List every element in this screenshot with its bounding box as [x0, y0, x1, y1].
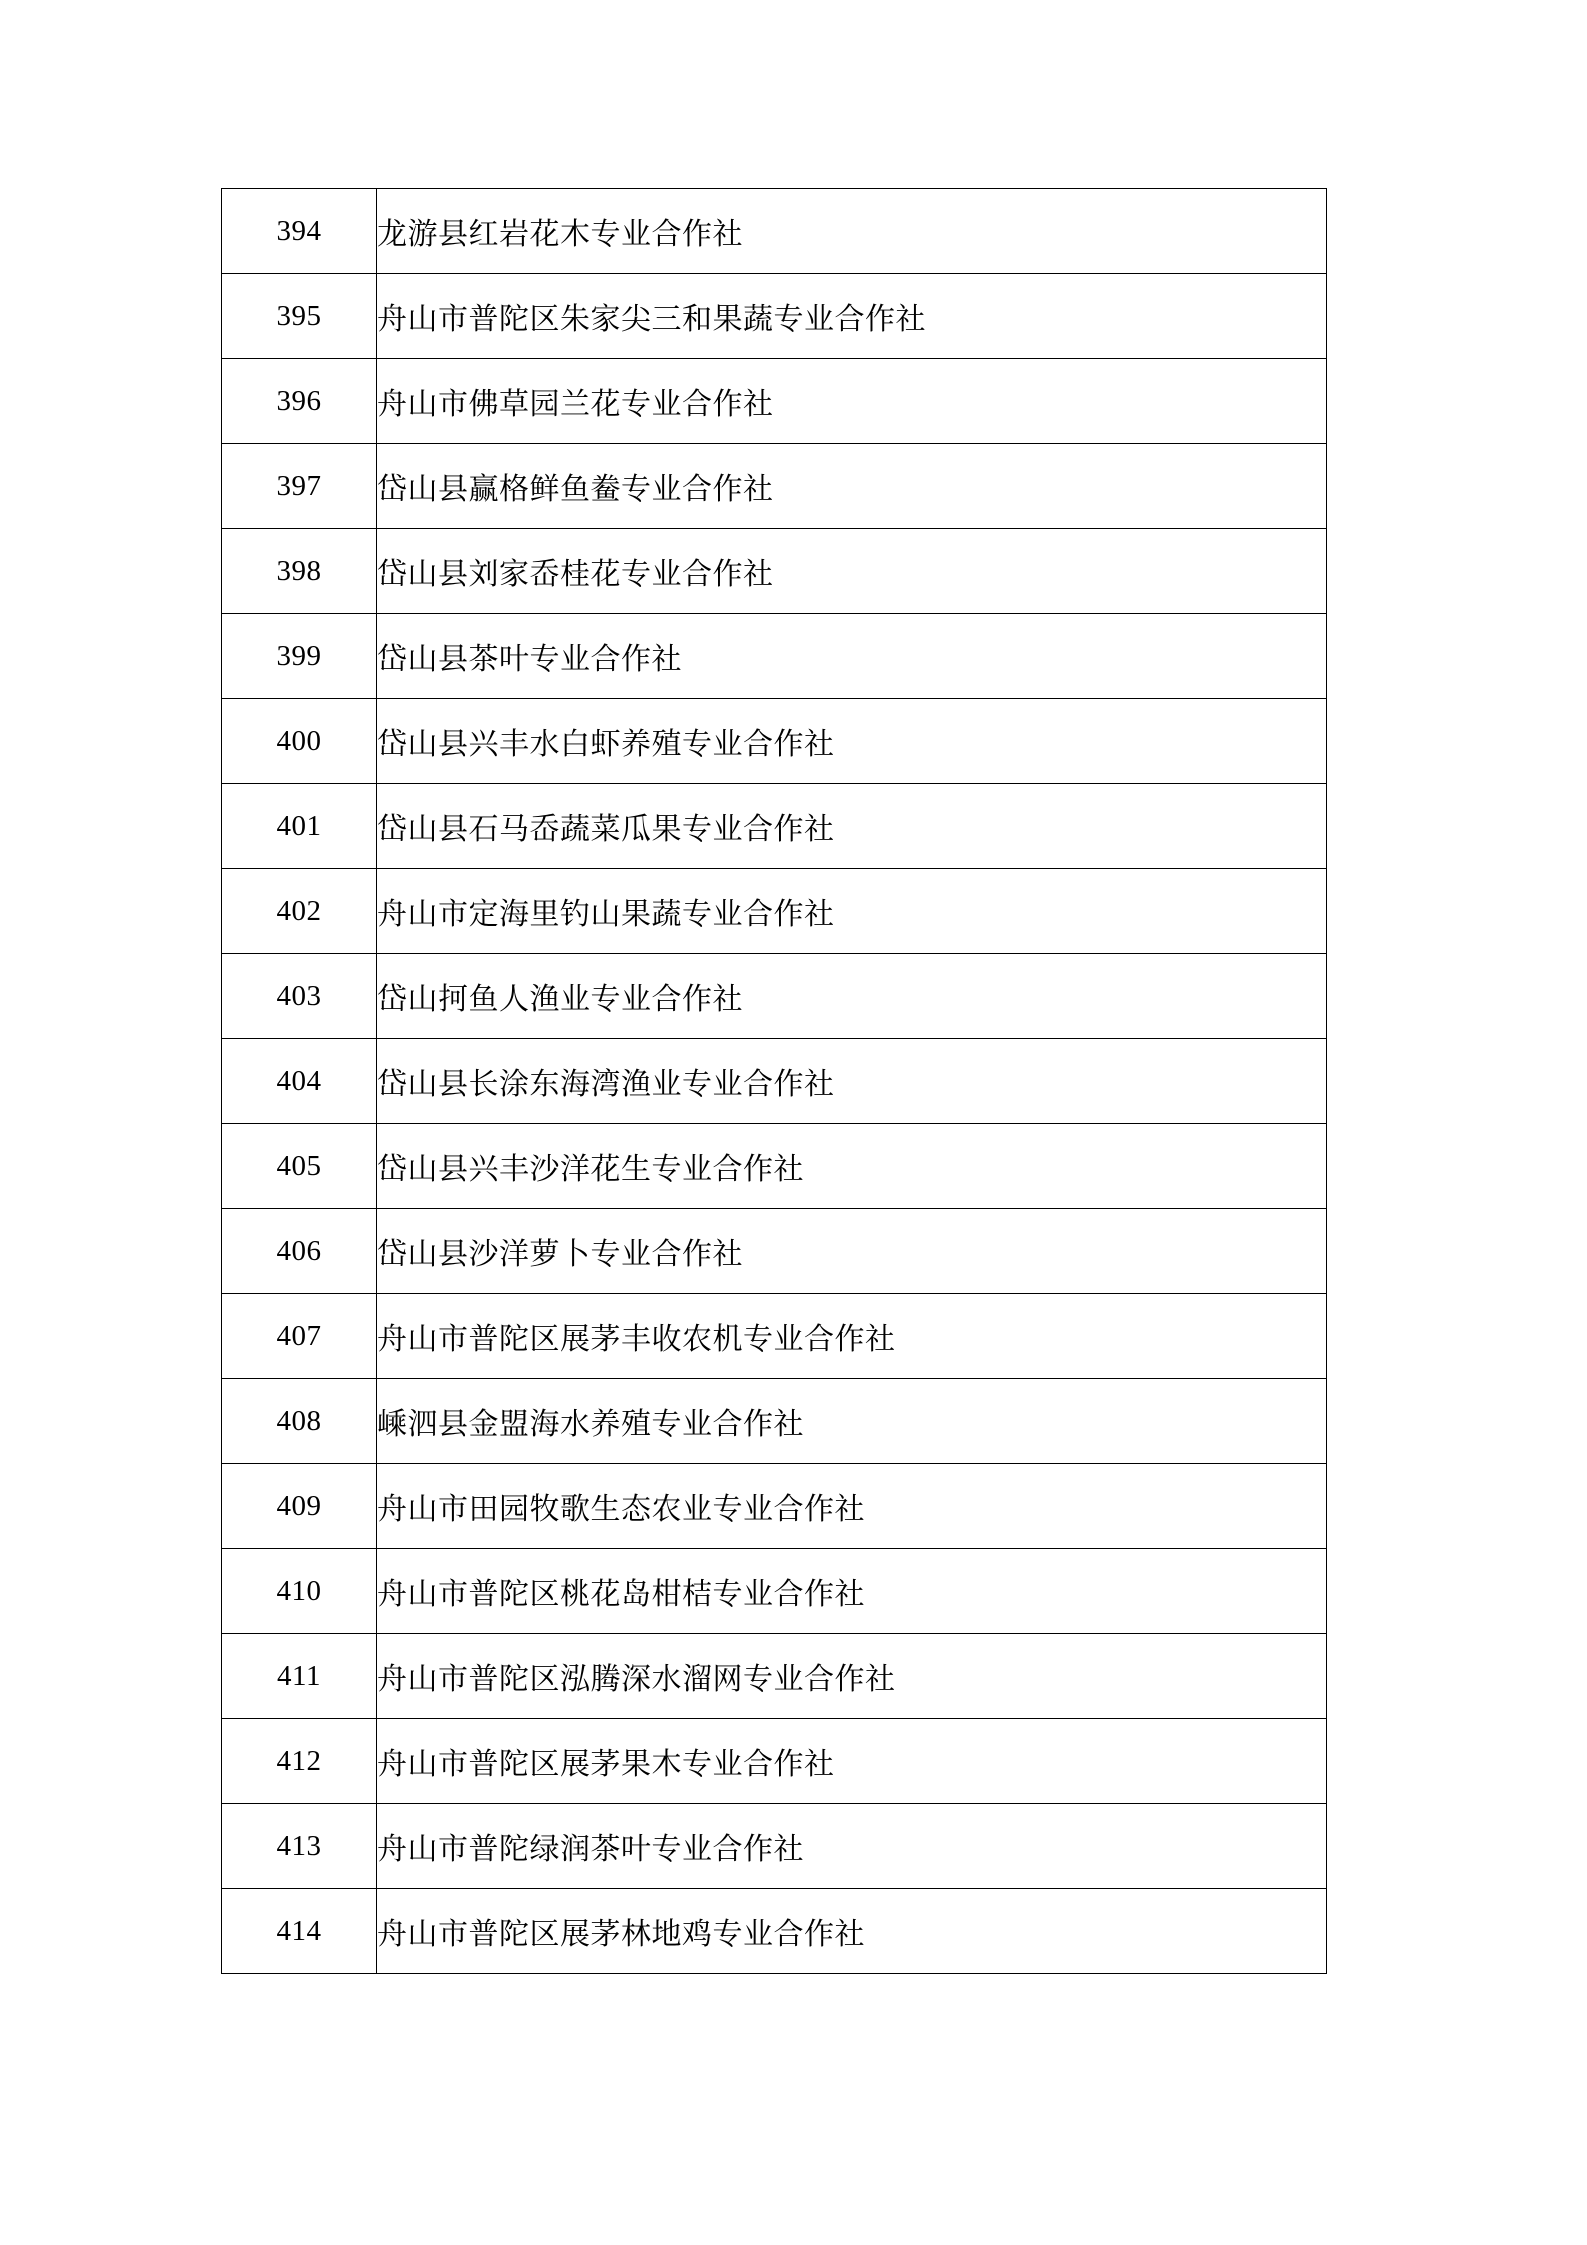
- row-index-cell: 408: [222, 1379, 377, 1464]
- table-row: [222, 614, 1327, 699]
- cooperative-name-cell: 岱山县长涂东海湾渔业专业合作社: [377, 1039, 1327, 1124]
- row-index-cell: 397: [222, 444, 377, 529]
- table-row: [222, 1294, 1327, 1379]
- table-row: [222, 1719, 1327, 1804]
- cooperative-name-cell: 岱山县兴丰水白虾养殖专业合作社: [377, 699, 1327, 784]
- table-row: [222, 274, 1327, 359]
- row-index-cell: 404: [222, 1039, 377, 1124]
- row-index-cell: 400: [222, 699, 377, 784]
- cooperative-name-cell: 舟山市普陀区朱家尖三和果蔬专业合作社: [377, 274, 1327, 359]
- row-index-cell: 402: [222, 869, 377, 954]
- row-index-cell: 413: [222, 1804, 377, 1889]
- cooperative-name-cell: 嵊泗县金盟海水养殖专业合作社: [377, 1379, 1327, 1464]
- table-row: [222, 444, 1327, 529]
- cooperative-name-cell: 岱山抲鱼人渔业专业合作社: [377, 954, 1327, 1039]
- cooperative-name-cell: 舟山市普陀绿润茶叶专业合作社: [377, 1804, 1327, 1889]
- table-row: [222, 1634, 1327, 1719]
- table-row: [222, 784, 1327, 869]
- cooperative-name-cell: 岱山县沙洋萝卜专业合作社: [377, 1209, 1327, 1294]
- row-index-cell: 395: [222, 274, 377, 359]
- row-index-cell: 412: [222, 1719, 377, 1804]
- table-row: [222, 1379, 1327, 1464]
- table-row: [222, 189, 1327, 274]
- row-index-cell: 406: [222, 1209, 377, 1294]
- cooperative-name-cell: 舟山市佛草园兰花专业合作社: [377, 359, 1327, 444]
- cooperative-name-cell: 舟山市普陀区展茅林地鸡专业合作社: [377, 1889, 1327, 1974]
- table-row: [222, 1549, 1327, 1634]
- cooperative-name-cell: 龙游县红岩花木专业合作社: [377, 189, 1327, 274]
- row-index-cell: 398: [222, 529, 377, 614]
- table-body: [222, 189, 1327, 1974]
- table-row: [222, 699, 1327, 784]
- cooperative-name-cell: 岱山县茶叶专业合作社: [377, 614, 1327, 699]
- row-index-cell: 394: [222, 189, 377, 274]
- row-index-cell: 414: [222, 1889, 377, 1974]
- row-index-cell: 409: [222, 1464, 377, 1549]
- table-row: [222, 1889, 1327, 1974]
- cooperative-name-cell: 岱山县刘家岙桂花专业合作社: [377, 529, 1327, 614]
- cooperative-name-cell: 舟山市普陀区泓腾深水溜网专业合作社: [377, 1634, 1327, 1719]
- cooperative-name-cell: 岱山县赢格鲜鱼鲞专业合作社: [377, 444, 1327, 529]
- table-row: [222, 359, 1327, 444]
- table-row: [222, 1804, 1327, 1889]
- table-row: [222, 954, 1327, 1039]
- row-index-cell: 403: [222, 954, 377, 1039]
- cooperative-list-table: [221, 188, 1327, 1974]
- cooperative-name-cell: 舟山市田园牧歌生态农业专业合作社: [377, 1464, 1327, 1549]
- cooperative-list-table-wrap: [221, 188, 1326, 1974]
- table-row: [222, 1039, 1327, 1124]
- cooperative-name-cell: 舟山市普陀区展茅丰收农机专业合作社: [377, 1294, 1327, 1379]
- cooperative-name-cell: 舟山市普陀区展茅果木专业合作社: [377, 1719, 1327, 1804]
- cooperative-name-cell: 岱山县兴丰沙洋花生专业合作社: [377, 1124, 1327, 1209]
- row-index-cell: 411: [222, 1634, 377, 1719]
- cooperative-name-cell: 舟山市普陀区桃花岛柑桔专业合作社: [377, 1549, 1327, 1634]
- table-row: [222, 1124, 1327, 1209]
- table-row: [222, 1209, 1327, 1294]
- row-index-cell: 405: [222, 1124, 377, 1209]
- row-index-cell: 401: [222, 784, 377, 869]
- cooperative-name-cell: 舟山市定海里钓山果蔬专业合作社: [377, 869, 1327, 954]
- row-index-cell: 399: [222, 614, 377, 699]
- row-index-cell: 410: [222, 1549, 377, 1634]
- row-index-cell: 407: [222, 1294, 377, 1379]
- table-row: [222, 1464, 1327, 1549]
- row-index-cell: 396: [222, 359, 377, 444]
- table-row: [222, 869, 1327, 954]
- cooperative-name-cell: 岱山县石马岙蔬菜瓜果专业合作社: [377, 784, 1327, 869]
- table-row: [222, 529, 1327, 614]
